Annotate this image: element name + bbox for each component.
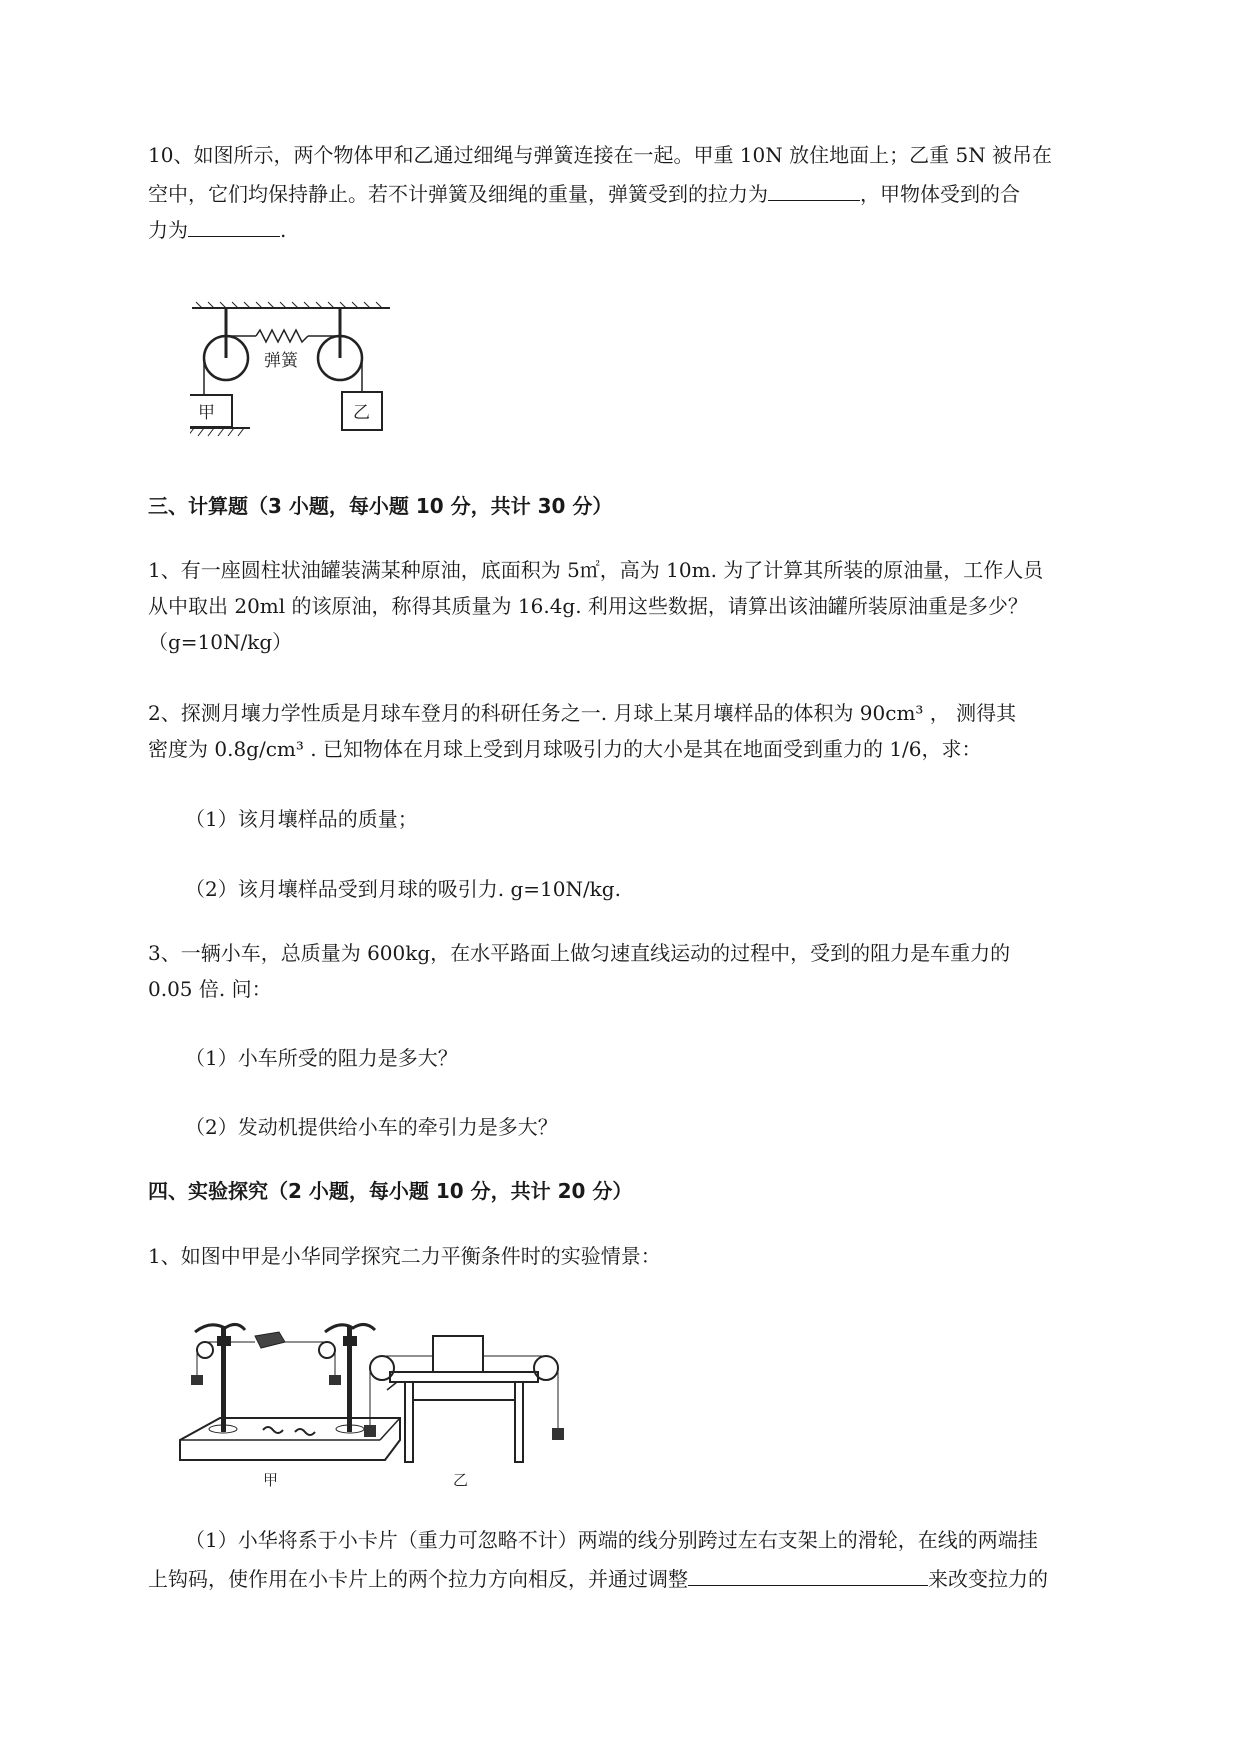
- q10-line-3: [148, 214, 1138, 243]
- s3-q2-line-1: 2、探测月壤力学性质是月球车登月的科研任务之一. 月球上某月壤样品的体积为 90cm³ ， 测得其: [148, 701, 1017, 725]
- base-board: [180, 1418, 400, 1460]
- block-on-table: [433, 1336, 483, 1372]
- block-jia-label: 甲: [198, 403, 215, 423]
- q10-line-1: 10、如图所示，两个物体甲和乙通过细绳与弹簧连接在一起。甲重 10N 放住地面上；乙重 5N 被吊在: [148, 143, 1053, 167]
- experiment-figure: [175, 1310, 625, 1495]
- s4-q1-sub-1-line-2-text-a: 上钩码，使作用在小卡片上的两个拉力方向相反，并通过调整: [148, 1567, 688, 1591]
- pulley-spring-figure: [190, 300, 400, 450]
- s3-q2-sub-2: （2）该月壤样品受到月球的吸引力. g=10N/kg.: [185, 877, 621, 901]
- q10-line-2-text-b: ，甲物体受到的合: [860, 182, 1020, 206]
- table-leg-right: [515, 1382, 523, 1462]
- left-pulley-small: [197, 1342, 213, 1358]
- s4-q1-line-1: 1、如图中甲是小华同学探究二力平衡条件时的实验情景：: [148, 1244, 661, 1268]
- right-pulley-small: [319, 1342, 335, 1358]
- s3-q1-line-2: 从中取出 20ml 的该原油，称得其质量为 16.4g. 利用这些数据，请算出该油罐所装原油重是多少？: [148, 594, 1028, 618]
- table-leg-left: [405, 1382, 413, 1462]
- s4-q1-sub-1-line-2-text-b: 来改变拉力的: [928, 1567, 1048, 1591]
- spring-label: 弹簧: [264, 351, 298, 371]
- s3-q2-line-2: 密度为 0.8g/cm³ . 已知物体在月球上受到月球吸引力的大小是其在地面受到重力的 1/6，求：: [148, 737, 982, 761]
- spring: [256, 330, 308, 342]
- figure-label-yi: 乙: [453, 1471, 469, 1489]
- small-card: [255, 1332, 285, 1348]
- answer-blank-net-force[interactable]: [188, 214, 280, 237]
- section-4-heading: 四、实验探究（2 小题，每小题 10 分，共计 20 分）: [148, 1179, 633, 1203]
- s3-q1-line-3: （g=10N/kg）: [148, 630, 293, 654]
- figure-label-jia: 甲: [263, 1471, 279, 1489]
- answer-blank-spring-force[interactable]: [768, 178, 860, 201]
- block-yi-label: 乙: [353, 403, 370, 423]
- table-top: [390, 1372, 538, 1382]
- s4-q1-sub-1-line-2: [148, 1563, 1138, 1592]
- s3-q3-line-1: 3、一辆小车，总质量为 600kg，在水平路面上做匀速直线运动的过程中，受到的阻力是车重力的: [148, 941, 1011, 965]
- table-pulley-right: [534, 1356, 558, 1380]
- s3-q3-sub-1: （1）小车所受的阻力是多大？: [185, 1046, 458, 1070]
- s3-q2-sub-1: （1）该月壤样品的质量；: [185, 807, 418, 831]
- q10-line-3-text-a: 力为: [148, 218, 188, 242]
- s4-q1-sub-1-line-1: （1）小华将系于小卡片（重力可忽略不计）两端的线分别跨过左右支架上的滑轮，在线的两端挂: [185, 1528, 1038, 1552]
- q10-line-2-text-a: 空中，它们均保持静止。若不计弹簧及细绳的重量，弹簧受到的拉力为: [148, 182, 768, 206]
- q10-line-2: [148, 178, 1138, 207]
- s3-q3-sub-2: （2）发动机提供给小车的牵引力是多大？: [185, 1115, 558, 1139]
- section-3-heading: 三、计算题（3 小题，每小题 10 分，共计 30 分）: [148, 494, 613, 518]
- s3-q3-line-2: 0.05 倍. 问：: [148, 977, 272, 1001]
- table-pulley-left: [370, 1356, 394, 1380]
- q10-line-3-text-b: .: [280, 218, 287, 242]
- answer-blank-adjust[interactable]: [688, 1563, 928, 1586]
- s3-q1-line-1: 1、有一座圆柱状油罐装满某种原油，底面积为 5㎡，高为 10m. 为了计算其所装的原油量，工作人员: [148, 558, 1044, 582]
